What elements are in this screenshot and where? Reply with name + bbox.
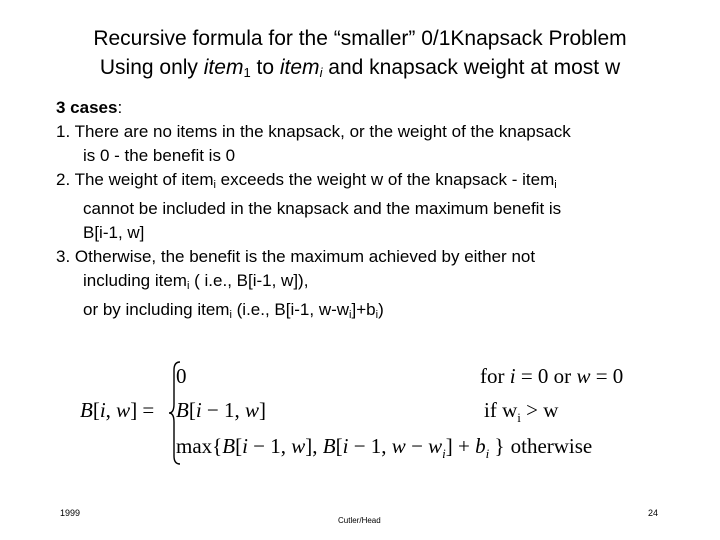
formula-symbol: [ [235,434,243,458]
title-subscript: 1 [243,65,251,80]
formula-symbol: [ [335,434,343,458]
title-subscript: i [319,65,323,80]
formula-symbol: i [517,410,521,425]
case-text: 2. The weight of item [56,170,214,189]
case-2-line-1 [56,168,696,197]
footer-page-number: 24 [648,508,659,518]
formula-symbol: ] + [445,434,476,458]
case-2-line-3: B[i-1, w] [83,223,145,242]
title-text: and knapsack weight at most w [322,56,621,79]
cases-heading-bold: 3 cases [56,98,118,117]
case-2-line-2: cannot be included in the knapsack and the maximum benefit is [83,199,562,218]
recurrence-formula [80,358,680,468]
formula-symbol: B [222,434,236,458]
formula-symbol: = 0 [590,364,624,388]
formula-symbol: for [480,364,510,388]
formula-symbol: > w [520,398,559,422]
subscript: i [186,280,190,292]
case-3-line-1: 3. Otherwise, the benefit is the maximum achieved by either not [56,247,536,266]
formula-symbol: w [391,434,406,458]
formula-symbol: otherwise [510,434,593,458]
case-3-line-2 [56,269,696,298]
formula-symbol: i [442,446,446,461]
formula-symbol: − 1, [348,434,392,458]
case-3-line-3 [56,298,696,327]
formula-symbol: w [428,434,443,458]
subscript: i [554,179,557,191]
case-text: exceeds the weight w of the knapsack - item [215,170,555,189]
formula-symbol: i [342,434,349,458]
formula-symbol: w [245,398,260,422]
formula-symbol: [ [188,398,196,422]
title-text: Using only [99,56,204,79]
formula-symbol: i [485,446,490,461]
formula-symbol: , [105,398,117,422]
formula-symbol: w [116,398,131,422]
formula-symbol: } [489,434,505,458]
case-2-value [176,398,266,423]
formula-symbol: B [80,398,93,422]
case-text: ( i.e., B[i-1, w]), [189,271,309,290]
cases-heading [56,96,696,120]
case-1-line-2: is 0 - the benefit is 0 [83,146,236,165]
formula-symbol: − 1, [201,398,246,422]
formula-symbol: b [475,434,486,458]
formula-symbol: i [99,398,106,422]
formula-symbol: ] = [130,398,155,422]
formula-symbol: ], [305,434,323,458]
formula-symbol: max{ [176,434,223,458]
title-line-1: Recursive formula for the “smaller” 0/1Knapsack Problem [93,27,627,50]
formula-symbol: B [176,398,189,422]
formula-symbol: i [242,434,248,458]
title-item-word: item [279,56,320,79]
formula-symbol: i [195,398,202,422]
case-3-value [176,434,592,462]
formula-symbol: − 1, [247,434,292,458]
formula-symbol: if w [484,398,518,422]
case-text: (i.e., B[i-1, w-w [231,300,350,319]
case-text: or by including item [83,300,230,319]
formula-symbol: i [509,364,516,388]
formula-lhs [80,398,154,423]
case-1-value: 0 [176,364,187,388]
case-text: including item [83,271,187,290]
formula-symbol: w [291,434,306,458]
formula-symbol: w [576,364,591,388]
title-line-2 [0,53,720,87]
formula-symbol: − [405,434,429,458]
formula-symbol: B [322,434,336,458]
title-text: to [250,56,280,79]
case-text: ) [378,300,384,319]
case-1-condition [480,364,623,389]
subscript: i [349,309,352,321]
case-2-condition [484,398,558,426]
formula-symbol: = 0 or [515,364,577,388]
case-1-line-1: 1. There are no items in the knapsack, or the weight of the knapsack [56,122,571,141]
formula-symbol: ] [259,398,267,422]
subscript: i [229,309,232,321]
case-text: ]+b [351,300,376,319]
formula-symbol: [ [92,398,100,422]
cases-heading-colon: : [117,98,123,117]
footer-year: 1999 [60,508,81,518]
subscript: i [213,179,216,191]
title-item-word: item [203,56,244,79]
subscript: i [375,309,379,321]
cases-list [56,96,696,327]
footer-author: Cutler/Head [338,516,381,525]
slide-title [0,24,720,87]
